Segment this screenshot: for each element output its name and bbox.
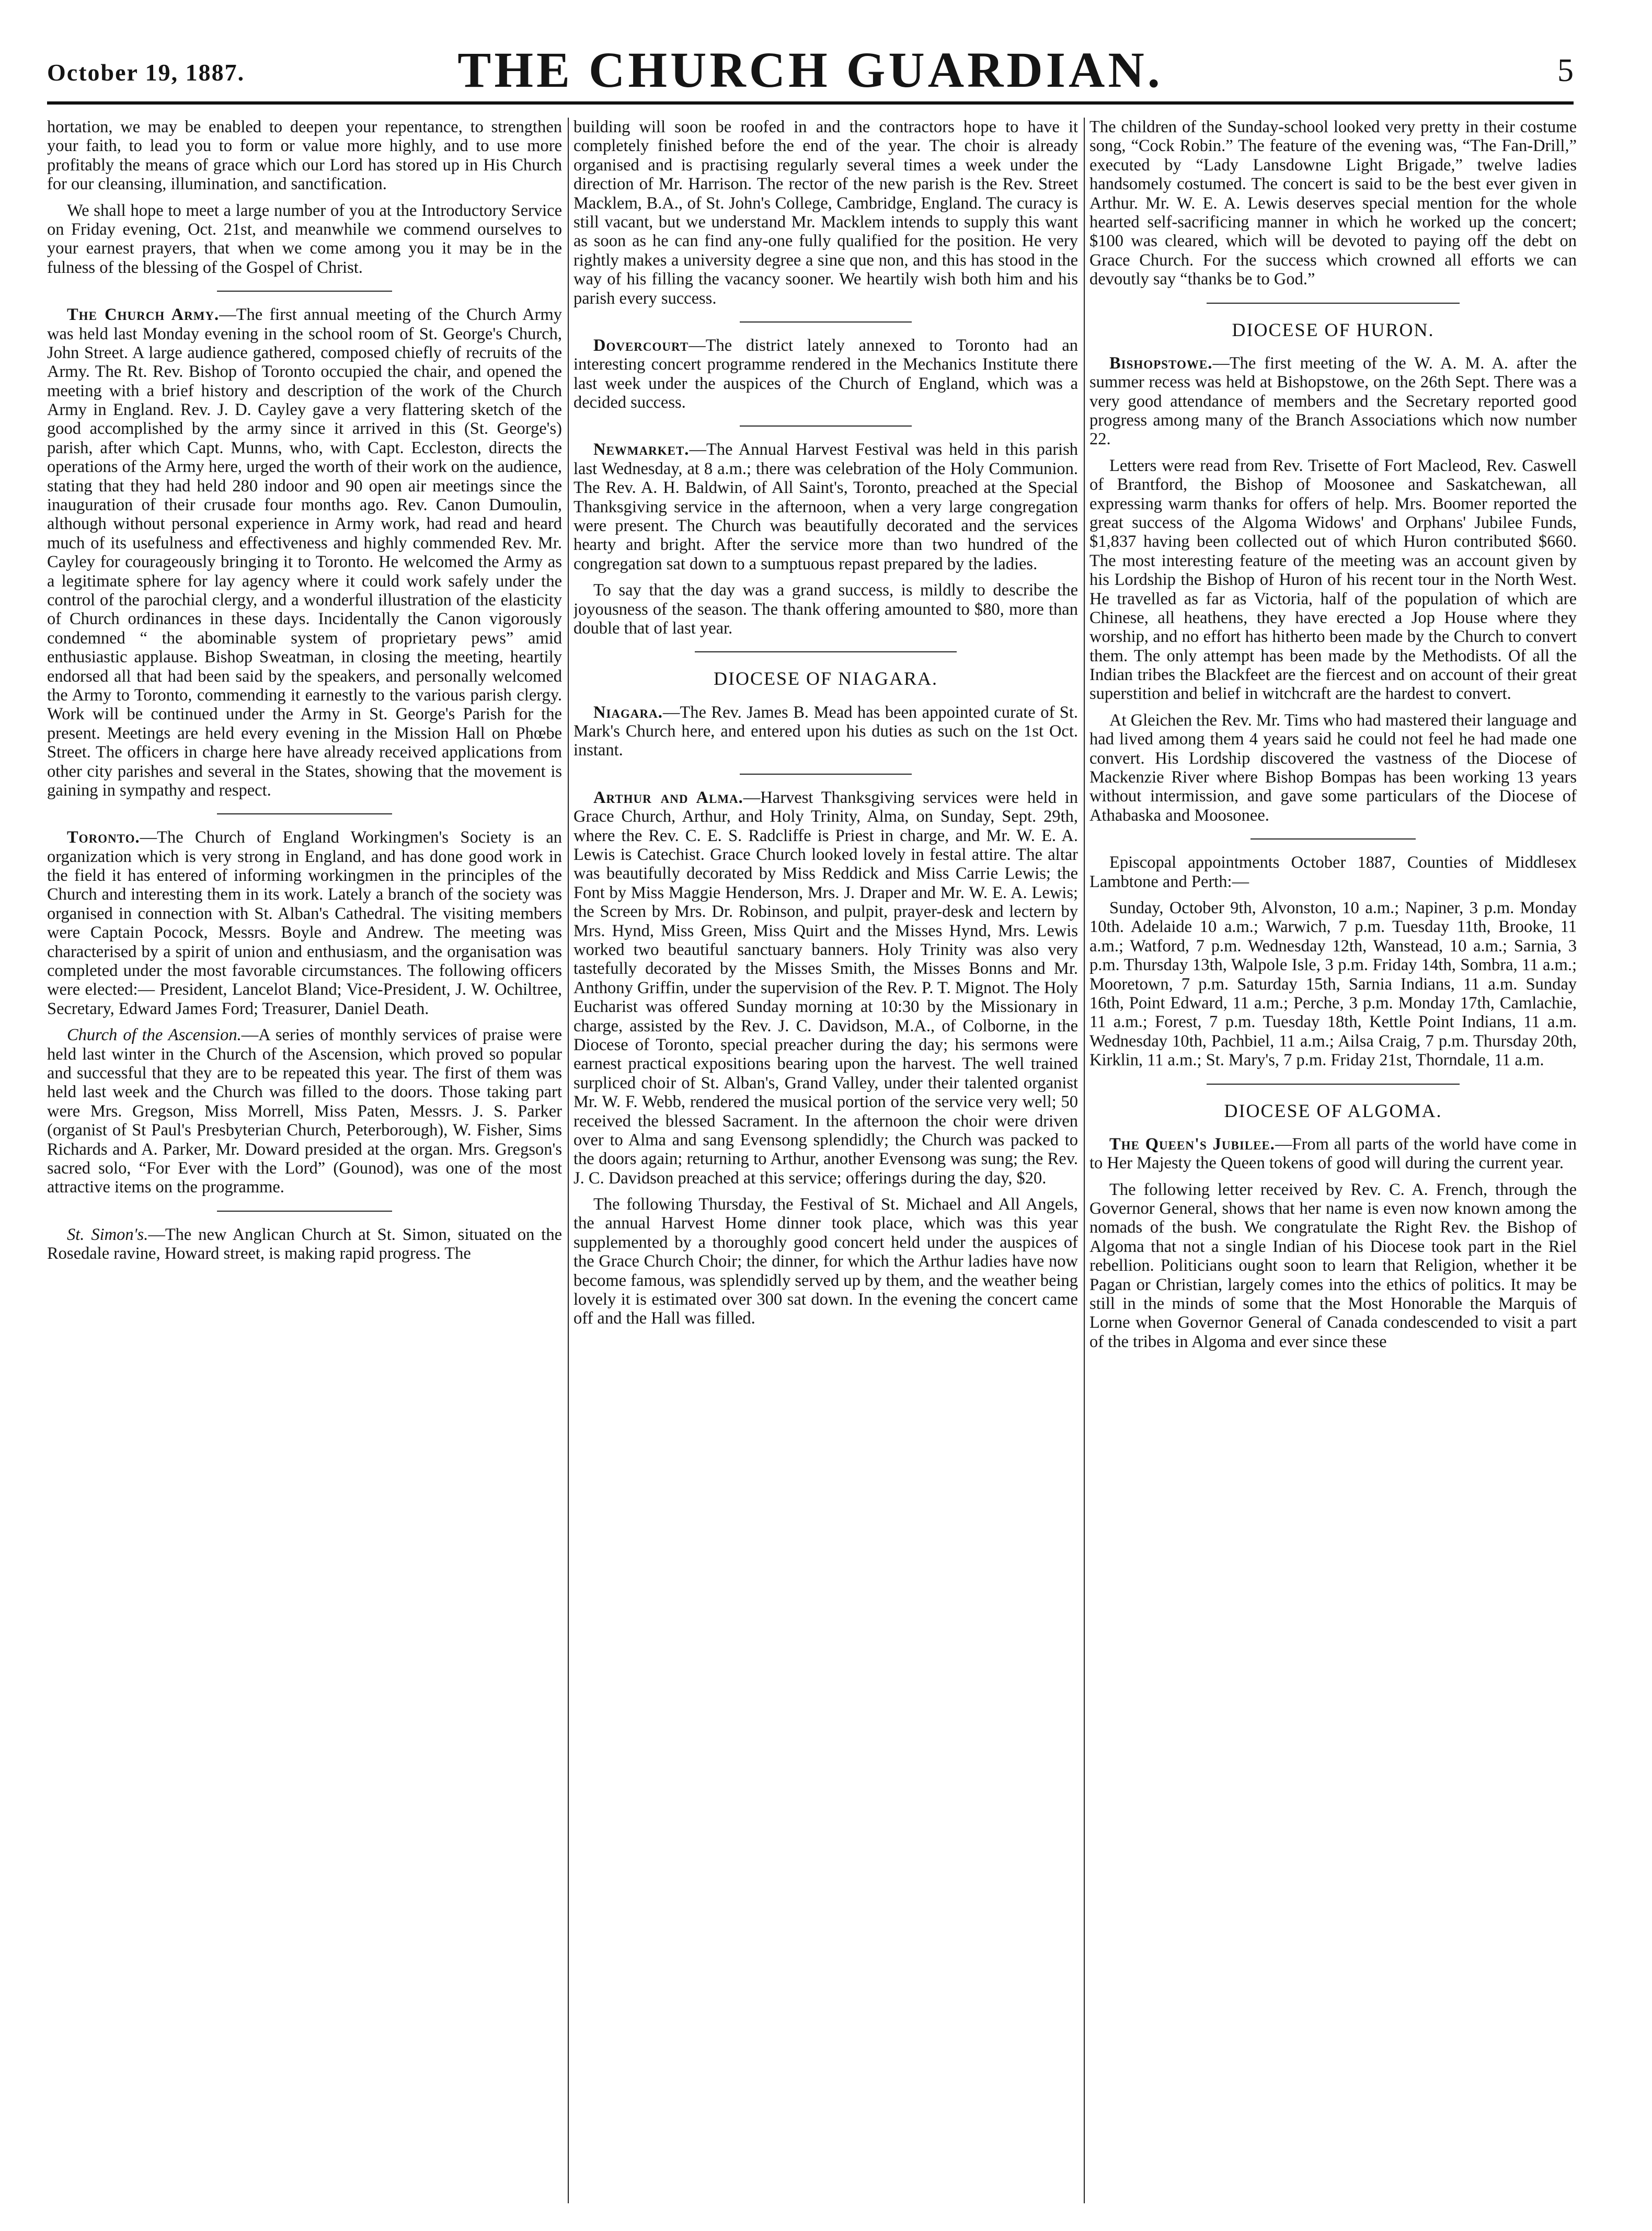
item-lead: Toronto. bbox=[67, 828, 140, 847]
column-divider bbox=[568, 118, 569, 2203]
article-paragraph: Episcopal appointments October 1887, Counties of Middlesex Lambtone and Perth:— bbox=[1089, 853, 1577, 891]
article-ascension bbox=[47, 1026, 562, 1197]
article-paragraph: At Gleichen the Rev. Mr. Tims who had mastered their language and had lived among them 4 years said he could not feel he had made one convert. His Lordship discovered the vastness of the Diocese of Mackenzie River where Bishop Bompas has been working 13 years without intermission, and gave some particulars of the Diocese of Athabaska and Moosonee. bbox=[1089, 710, 1577, 825]
section-separator bbox=[217, 291, 392, 292]
article-toronto bbox=[47, 828, 562, 1018]
section-separator bbox=[1251, 838, 1416, 840]
issue-date: October 19, 1887. bbox=[47, 59, 245, 86]
section-separator bbox=[1207, 303, 1460, 304]
masthead-rule bbox=[47, 101, 1574, 105]
article-paragraph: hortation, we may be enabled to deepen your repentance, to strengthen your faith, to lead you to form or value more highly, and to use more profitably the means of grace which our Lord has stored up in His Church for our cleansing, illumination, and sanctification. bbox=[47, 118, 562, 194]
section-separator bbox=[740, 321, 911, 323]
article-newmarket bbox=[573, 440, 1078, 573]
item-text: —The first meeting of the W. A. M. A. after the summer recess was held at Bishopstowe, on the 26th Sept. There was a very good attendance of members and the Secretary reported good progress among many of the Branch Associations which now number 22. bbox=[1089, 353, 1577, 449]
item-lead: Newmarket. bbox=[593, 440, 690, 459]
item-text: —The Church of England Workingmen's Society is an organization which is very strong in England, and has done good work in the field it has entered of informing workingmen in the principles of the Church and interesting them in its work. Lately a branch of the society was organised in connection with St. Alban's Cathedral. The visiting members were Captain Pocock, Messrs. Boyle and Andrew. The meeting was characterised by a spirit of union and enthusiasm, and the organisation was completed under the most favorable circumstances. The following officers were elected:— President, Lancelot Bland; Vice-President, J. W. Ochiltree, Secretary, Edward James Ford; Treasurer, Daniel Death. bbox=[47, 828, 562, 1018]
item-lead: Dovercourt bbox=[593, 336, 689, 355]
item-lead: Bishopstowe. bbox=[1109, 353, 1213, 373]
column-left bbox=[47, 118, 562, 2203]
item-text: —The new Anglican Church at St. Simon, situated on the Rosedale ravine, Howard street, is making rapid progress. The bbox=[47, 1225, 562, 1263]
item-lead: St. Simon's. bbox=[67, 1225, 148, 1244]
item-text: —The Rev. James B. Mead has been appointed curate of St. Mark's Church here, and entered upon his duties as such on the 1st Oct. instant. bbox=[573, 703, 1078, 760]
item-text: —The first annual meeting of the Church Army was held last Monday evening in the school room of St. George's Church, John Street. A large audience gathered, composed chiefly of recruits of the Army. The Rt. Rev. Bishop of Toronto occupied the chair, and opened the meeting with a brief history and description of the work of the Church Army in England. Rev. J. D. Cayley gave a very flattering sketch of the good accomplished by the army since it arrived in this (St. George's) parish, after which Capt. Munns, who, with Capt. Eccleston, directs the operations of the Army here, urged the worth of their work on the audience, stating that they had held 280 indoor and 90 open air meetings since the inauguration of their crusade four months ago. Rev. Canon Dumoulin, although without personal experience in Army work, had read and heard much of its usefulness and effectiveness and highly commended Rev. Mr. Cayley for courageously bringing it to Toronto. He welcomed the Army as a legitimate sphere for lay agency where it could work safely under the control of the parochial clergy, and a wonderful illustration of the elasticity of Church ordinances in these days. Incidentally the Canon vigorously condemned “ the abominable system of proprietary pews” amid enthusiastic applause. Bishop Sweatman, in closing the meeting, heartily endorsed all that had been said by the speakers, and personally welcomed the Army to Toronto, commending it earnestly to the various parish clergy. Work will be continued under the Army in St. George's Parish for the present. Meetings are held every evening in the Mission Hall on Phœbe Street. The officers in charge here have already received applications from other city parishes and several in the States, showing that the movement is gaining in sympathy and respect. bbox=[47, 305, 562, 800]
item-text: —Harvest Thanksgiving services were held in Grace Church, Arthur, and Holy Trinity, Alma, on Sunday, Sept. 29th, where the Rev. C. E. S. Radcliffe is Priest in charge, and Mr. W. E. A. Lewis is Catechist. Grace Church looked lovely in festal attire. The altar was beautifully decorated by Miss Reddick and Miss Carrie Lewis; the Font by Miss Maggie Henderson, Mrs. J. Draper and Mr. W. E. A. Lewis; the Screen by Mrs. Dr. Robinson, and pulpit, prayer-desk and lectern by Mrs. Hynd, Miss Green, Miss Quirt and the Misses Hynd, Mrs. Lewis worked two beautiful sanctuary banners. Holy Trinity was also very tastefully decorated by the Misses Smith, the Misses Bonns and Mr. Anthony Griffin, under the supervision of the Rev. P. T. Mignot. The Holy Eucharist was offered Sunday morning at 10:30 by the Missionary in charge, assisted by the Rev. J. C. Davidson, M.A., of Colborne, in the Diocese of Toronto, special preacher during the day; his sermons were earnest practical expositions bearing upon the harvest. The well trained surpliced choir of St. Alban's, Grand Valley, under their talented organist Mr. W. F. Webb, rendered the musical portion of the service very well; 50 received the blessed Sacrament. In the afternoon the choir were driven over to Alma and sang Evensong splendidly; the Church was packed to the doors again; returning to Arthur, another Evensong was sung; the Rev. J. C. Davidson preached at this service; offerings during the day, $20. bbox=[573, 788, 1078, 1188]
section-heading-algoma: DIOCESE OF ALGOMA. bbox=[1224, 1100, 1442, 1121]
item-lead: The Church Army. bbox=[67, 305, 220, 325]
section-separator bbox=[217, 1211, 392, 1212]
section-heading-huron: DIOCESE OF HURON. bbox=[1232, 319, 1435, 340]
section-separator bbox=[740, 774, 911, 775]
item-text: —The Annual Harvest Festival was held in this parish last Wednesday, at 8 a.m.; there was celebration of the Holy Communion. The Rev. A. H. Baldwin, of All Saint's, Toronto, preached at the Special Thanksgiving service in the afternoon, when a very large congregation were present. The Church was beautifully decorated and the services hearty and bright. After the service more than two hundred of the congregation sat down to a sumptuous repast prepared by the ladies. bbox=[573, 440, 1078, 573]
section-separator bbox=[217, 813, 392, 814]
item-text: —A series of monthly services of praise were held last winter in the Church of the Ascension, which proved so popular and successful that they are to be repeated this year. The first of them was held last week and the Church was filled to the doors. Those taking part were Mrs. Gregson, Miss Morrell, Miss Paten, Messrs. J. S. Parker (organist of St Paul's Presbyterian Church, Peterborough), W. Fisher, Sims Richards and A. Parker, Mr. Doward presided at the organ. Mrs. Gregson's sacred solo, “For Ever with the Lord” (Gounod), was one of the most attractive items on the programme. bbox=[47, 1026, 562, 1197]
article-paragraph: We shall hope to meet a large number of you at the Introductory Service on Friday evening, Oct. 21st, and meanwhile we commend ourselves to your earnest prayers, that when we come among you it may be in the fulness of the blessing of the Gospel of Christ. bbox=[47, 201, 562, 277]
newspaper-title: THE CHURCH GUARDIAN. bbox=[457, 42, 1163, 98]
section-separator bbox=[1207, 1084, 1460, 1085]
article-paragraph: Letters were read from Rev. Trisette of Fort Macleod, Rev. Caswell of Brantford, the Bishop of Moosonee and Saskatchewan, all expressing warm thanks for offers of help. Mrs. Boomer reported the great success of the Algoma Widows' and Orphans' Jubilee Funds, $1,837 having been collected out of which Huron contributed $660. The most interesting feature of the meeting was an account given by his Lordship the Bishop of Huron of his recent tour in the North West. He travelled as far as Victoria, half of the population of which are Chinese, all heathens, they have erected a Jop House where they worship, and no effort has hitherto been made by the Church to convert them. The only attempt has been made by the Methodists. Of all the Indian tribes the Blackfeet are the fiercest and on account of their great superstition and belief in witchcraft are the hardest to convert. bbox=[1089, 456, 1577, 704]
section-heading-niagara: DIOCESE OF NIAGARA. bbox=[713, 668, 938, 689]
masthead bbox=[47, 0, 1574, 105]
article-paragraph: The following letter received by Rev. C. A. French, through the Governor General, shows that her name is even now known among the nomads of the bush. We congratulate the Right Rev. the Bishop of Algoma that not a single Indian of his Diocese took part in the Riel rebellion. Politicians ought soon to learn that Religion, whether it be Pagan or Christian, largely comes into the ethics of politics. It may be still in the minds of some that the Most Honorable the Marquis of Lorne when Governor General of Canada condescended to visit a part of the tribes in Algoma and ever since these bbox=[1089, 1180, 1577, 1351]
item-text: —From all parts of the world have come in to Her Majesty the Queen tokens of good will during the current year. bbox=[1089, 1134, 1577, 1173]
column-divider bbox=[1084, 118, 1085, 2203]
column-middle bbox=[573, 118, 1078, 2203]
article-st-simons bbox=[47, 1225, 562, 1263]
appointments-schedule: Sunday, October 9th, Alvonston, 10 a.m.; Napiner, 3 p.m. Monday 10th. Adelaide 10 a.m.; Warwich, 7 p.m. Tuesday 11th, Brooke, 11 a.m.; Watford, 7 p.m. Wednesday 12th, Wanstead, 10 a.m.; Sarnia, 3 p.m. Thursday 13th, Walpole Isle, 3 p.m. Friday 14th, Sombra, 11 a.m.; Mooretown, 7 p.m. Saturday 15th, Sarnia Indians, 11 a.m. Sunday 16th, Point Edward, 11 a.m.; Perche, 3 p.m. Monday 17th, Camlachie, 11 a.m.; Forest, 7 p.m. Tuesday 18th, Kettle Point Indians, 11 a.m. Wednesday 10th, Pachbiel, 11 a.m.; Ailsa Craig, 7 p.m. Thursday 20th, Kirklin, 11 a.m.; St. Mary's, 7 p.m. Friday 21st, Thorndale, 11 a.m. bbox=[1089, 898, 1577, 1070]
article-paragraph: building will soon be roofed in and the contractors hope to have it completely finished before the end of the year. The choir is already organised and is practising regularly several times a week under the direction of Mr. Harrison. The rector of the new parish is the Rev. Street Macklem, B.A., of St. John's College, Cambridge, England. The curacy is still vacant, but we understand Mr. Macklem intends to supply this want as soon as he can find any-one fully qualified for the position. He very rightly makes a university degree a sine que non, and this has stood in the way of his filling the vacancy sooner. We heartily wish both him and his parish every success. bbox=[573, 118, 1078, 308]
article-bishopstowe bbox=[1089, 354, 1577, 449]
item-text: —The district lately annexed to Toronto had an interesting concert programme rendered in the Mechanics Institute there last week under the auspices of the Church of England, which was a decided success. bbox=[573, 336, 1078, 412]
article-paragraph: To say that the day was a grand success, is mildly to describe the joyousness of the season. The thank offering amounted to $80, more than double that of last year. bbox=[573, 581, 1078, 638]
item-lead: Church of the Ascension. bbox=[67, 1026, 242, 1045]
item-lead: Arthur and Alma. bbox=[593, 788, 743, 807]
column-right bbox=[1089, 118, 1577, 2203]
article-queens-jubilee bbox=[1089, 1135, 1577, 1173]
article-niagara bbox=[573, 703, 1078, 760]
article-church-army bbox=[47, 305, 562, 800]
item-lead: The Queen's Jubilee. bbox=[1109, 1134, 1275, 1154]
article-arthur-alma bbox=[573, 788, 1078, 1188]
article-paragraph: The following Thursday, the Festival of St. Michael and All Angels, the annual Harvest Home dinner took place, which was this year supplemented by a thoroughly good concert held under the auspices of the Grace Church Choir; the dinner, for which the Arthur ladies have now become famous, was splendidly served up by them, and the weather being lovely it is estimated over 300 sat down. In the evening the concert came off and the Hall was filled. bbox=[573, 1195, 1078, 1328]
section-separator bbox=[695, 651, 957, 652]
article-paragraph: The children of the Sunday-school looked very pretty in their costume song, “Cock Robin.” The feature of the evening was, “The Fan-Drill,” executed by “Lady Lansdowne Light Brigade,” twelve ladies handsomely costumed. The concert is said to be the best ever given in Arthur. Mr. W. E. A. Lewis deserves special mention for the whole hearted self-sacrificing manner in which he worked up the concert; $100 was cleared, which will be devoted to paying off the debt on Grace Church. For the success which crowned all efforts we can devoutly say “thanks be to God.” bbox=[1089, 118, 1577, 289]
article-dovercourt bbox=[573, 336, 1078, 412]
page-number: 5 bbox=[1557, 53, 1574, 88]
item-lead: Niagara. bbox=[593, 703, 663, 722]
section-separator bbox=[740, 426, 911, 427]
